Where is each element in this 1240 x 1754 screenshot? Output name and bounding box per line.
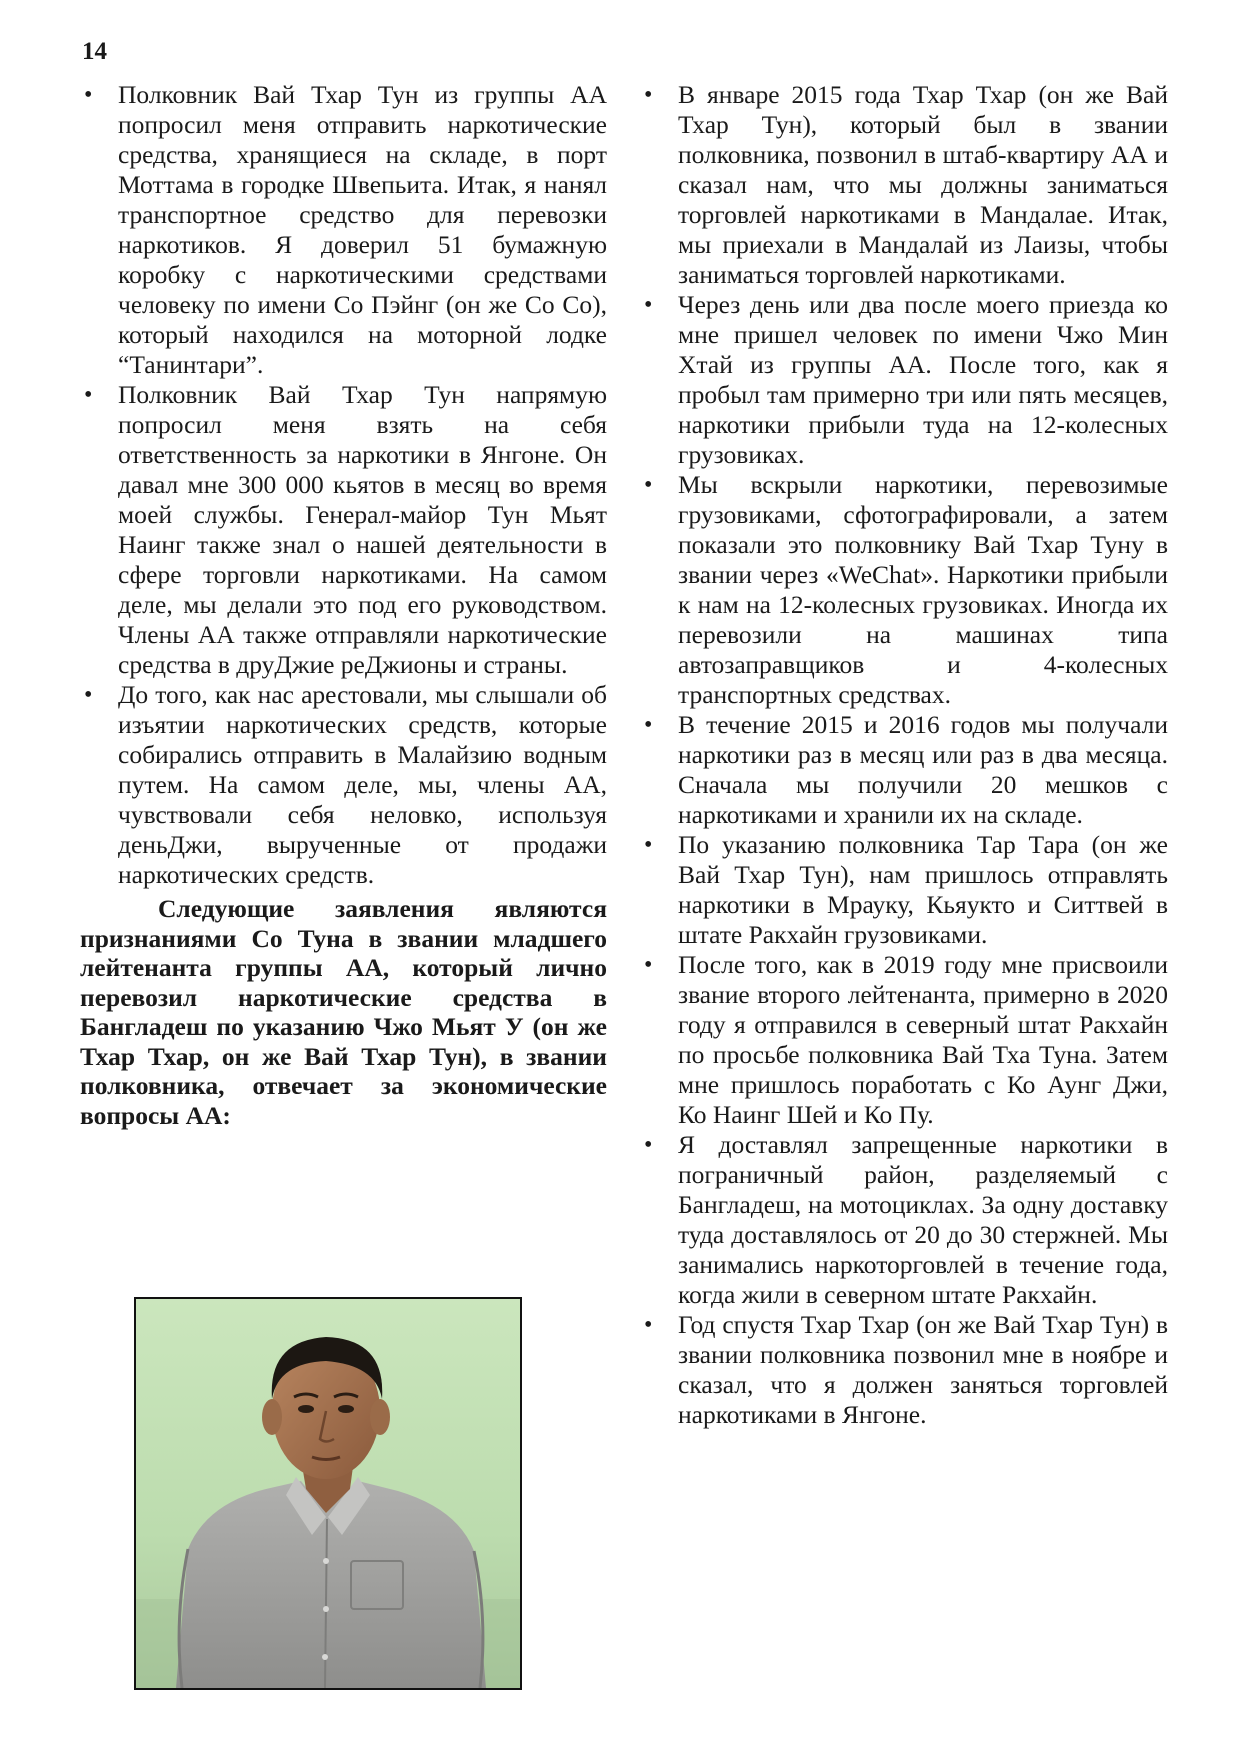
list-item: • Полковник Вай Тхар Тун напрямую попросил меня взять на себя ответственность за наркотики в Янгоне. Он давал мне 300 000 кьятов в месяц во время моей службы. Генерал-майор Тун Мьят Наинг также знал о нашей деятельности в сфере торговли наркотиками. На самом деле, мы делали это под его руководством. Члены АА также отправляли наркотические средства в друДжие реДжионы и страны. bbox=[80, 380, 607, 680]
list-item: • В январе 2015 года Тхар Тхар (он же Вай Тхар Тун), который был в звании полковника, позвонил в штаб-квартиру АА и сказал нам, что мы должны заниматься торговлей наркотиками в Мандалае. Итак, мы приехали в Мандалай из Лаизы, чтобы заниматься торговлей наркотиками. bbox=[640, 80, 1168, 290]
list-item: • Год спустя Тхар Тхар (он же Вай Тхар Тун) в звании полковника позвонил мне в ноябре и сказал, что я должен заняться торговлей наркотиками в Янгоне. bbox=[640, 1310, 1168, 1430]
portrait-photo bbox=[134, 1297, 522, 1690]
left-bullet-list bbox=[80, 80, 607, 890]
list-item: • После того, как в 2019 году мне присвоили звание второго лейтенанта, примерно в 2020 году я отправился в северный штат Ракхайн по просьбе полковника Вай Тха Туна. Затем мне пришлось поработать с Ко Аунг Джи, Ко Наинг Шей и Ко Пу. bbox=[640, 950, 1168, 1130]
list-item: • Через день или два после моего приезда ко мне пришел человек по имени Чжо Мин Хтай из группы АА. После того, как я пробыл там примерно три или пять месяцев, наркотики прибыли туда на 12-колесных грузовиках. bbox=[640, 290, 1168, 470]
confession-intro: Следующие заявления являются признаниями Со Туна в звании младшего лейтенанта группы АА, который лично перевозил наркотические средства в Бангладеш по указанию Чжо Мьят У (он же Тхар Тхар, он же Вай Тхар Тун), в звании полковника, отвечает за экономические вопросы АА: bbox=[80, 894, 607, 1130]
list-item: • До того, как нас арестовали, мы слышали об изъятии наркотических средств, которые собирались отправить в Малайзию водным путем. На самом деле, мы, члены АА, чувствовали себя неловко, используя деньДжи, вырученные от продажи наркотических средств. bbox=[80, 680, 607, 890]
right-column bbox=[640, 80, 1168, 1430]
list-item: • Я доставлял запрещенные наркотики в пограничный район, разделяемый с Бангладеш, на мотоциклах. За одну доставку туда доставлялось от 20 до 30 стержней. Мы занимались наркоторговлей в течение года, когда жили в северном штате Ракхайн. bbox=[640, 1130, 1168, 1310]
list-item: • По указанию полковника Тар Тара (он же Вай Тхар Тун), нам пришлось отправлять наркотики в Мрауку, Кьяукто и Ситтвей в штате Ракхайн грузовиками. bbox=[640, 830, 1168, 950]
list-item: • Мы вскрыли наркотики, перевозимые грузовиками, сфотографировали, а затем показали это полковнику Вай Тхар Туну в звании через «WeChat». Наркотики прибыли к нам на 12-колесных грузовиках. Иногда их перевозили на машинах типа автозаправщиков и 4-колесных транспортных средствах. bbox=[640, 470, 1168, 710]
page-number: 14 bbox=[82, 38, 107, 65]
left-column bbox=[80, 80, 607, 1130]
list-item: • В течение 2015 и 2016 годов мы получали наркотики раз в месяц или раз в два месяца. Сначала мы получили 20 мешков с наркотиками и хранили их на складе. bbox=[640, 710, 1168, 830]
right-bullet-list bbox=[640, 80, 1168, 1430]
list-item: • Полковник Вай Тхар Тун из группы АА попросил меня отправить наркотические средства, хранящиеся на складе, в порт Моттама в городке Швепьита. Итак, я нанял транспортное средство для перевозки наркотиков. Я доверил 51 бумажную коробку с наркотическими средствами человеку по имени Со Пэйнг (он же Со Со), который находился на моторной лодке “Танинтари”. bbox=[80, 80, 607, 380]
